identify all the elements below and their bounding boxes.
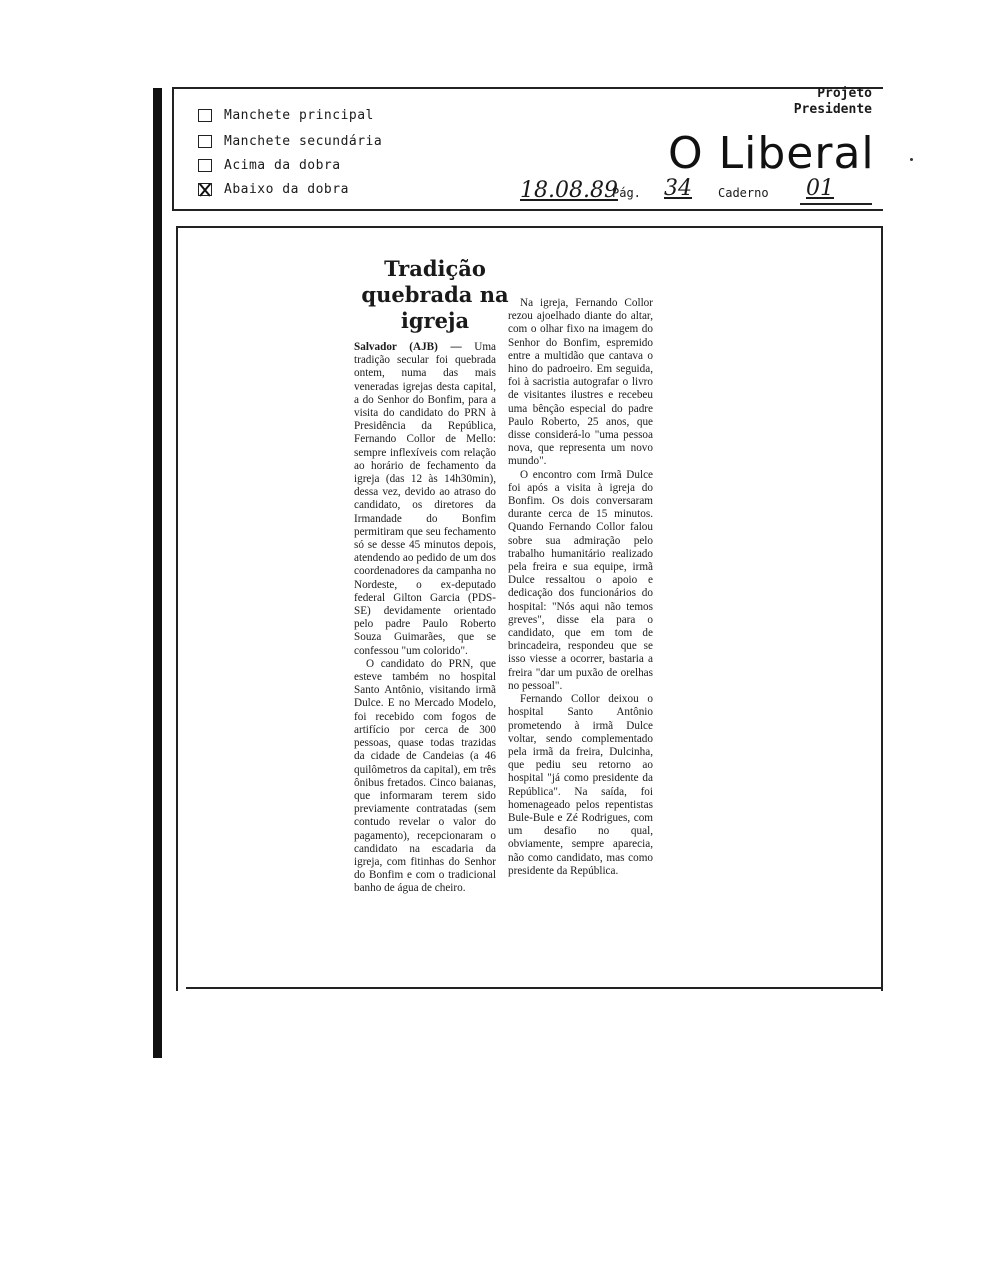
paragraph	[354, 341, 496, 658]
frame-top	[178, 226, 883, 228]
paragraph: O candidato do PRN, que esteve também no hospital Santo Antônio, visitando irmã Dulce. E no Mercado Modelo, foi recebido com fogos de artifício por cerca de 300 pessoas, quase todas trazidas da cidade de Candeias (a 46 quilômetros da capital), em três ônibus fretados. Cinco baianas, que informaram terem sido previamente contratadas (sem contudo revelar o valor do pagamento), recepcionaram o candidato na escadaria da igreja, com fitinhas do Senhor do Bonfim e com o tradicional banho de água de cheiro.	[354, 657, 496, 895]
page-label: Pág.	[612, 186, 641, 200]
article-headline: Tradição quebrada na igreja	[361, 256, 509, 333]
project-label-line2: Presidente	[793, 102, 872, 117]
caderno-underline	[800, 203, 872, 205]
page-number: 34	[664, 176, 692, 201]
date-value: 18.08.89	[520, 178, 618, 203]
checkbox-icon[interactable]	[198, 135, 212, 148]
project-label	[772, 86, 872, 118]
option-label: Acima da dobra	[224, 158, 341, 173]
scan-dot	[910, 158, 913, 161]
option-abaixo-da-dobra[interactable]	[198, 182, 349, 197]
caderno-number-field	[806, 176, 834, 201]
article-column-2	[508, 297, 653, 878]
checked-checkbox-icon[interactable]	[198, 183, 212, 196]
scan-edge	[153, 88, 162, 1058]
checkbox-icon[interactable]	[198, 159, 212, 172]
article-column-1	[354, 341, 496, 896]
project-label-line1: Projeto	[817, 86, 872, 101]
option-label: Manchete secundária	[224, 134, 383, 149]
option-acima-da-dobra[interactable]	[198, 158, 341, 173]
frame-bottom	[186, 987, 883, 989]
option-manchete-secundaria[interactable]	[198, 134, 382, 149]
option-manchete-principal[interactable]	[198, 108, 374, 123]
page-number-field	[664, 176, 692, 201]
option-label: Abaixo da dobra	[224, 182, 349, 197]
checkbox-icon[interactable]	[198, 109, 212, 122]
paragraph: O encontro com Irmã Dulce foi após a visita à igreja do Bonfim. Os dois conversaram durante cerca de 15 minutos. Quando Fernando Collor falou sobre sua admiração pelo trabalho humanitário realizado pela freira e sua equipe, irmã Dulce ressaltou o apoio e dedicação dos funcionários do hospital: "Nós aqui não temos greves", disse ela para o candidato, que em tom de brincadeira, respondeu que se isso viesse a ocorrer, bastaria a freira "dar um puxão de orelhas no pessoal".	[508, 468, 653, 692]
caderno-label: Caderno	[718, 186, 769, 200]
dateline: Salvador (AJB) —	[354, 341, 462, 353]
frame-left	[176, 226, 178, 991]
frame-right	[881, 226, 883, 991]
paragraph-text: Uma tradição secular foi quebrada ontem, numa das mais veneradas igrejas desta capital, a do Senhor do Bonfim, para a visita do candidato do PRN à Presidência da República, Fernando Collor de Mello: sempre inflexíveis com relação ao horário de fechamento da igreja (das 12 às 14h30min), dessa vez, devido ao atraso do candidato, os diretores da Irmandade do Bonfim permitiram que seu fechamento só se desse 45 minutos depois, atendendo ao pedido de um dos coordenadores da campanha no Nordeste, o ex-deputado federal Gilton Garcia (PDS-SE) devidamente orientado pelo padre Paulo Roberto Souza Guimarães, que se confessou "um colorido".	[354, 341, 496, 657]
paragraph: Na igreja, Fernando Collor rezou ajoelhado diante do altar, com o olhar fixo na imagem do Senhor do Bonfim, espremido entre a multidão que cantava o hino do padroeiro. Em seguida, foi à sacristia autografar o livro de visitantes ilustres e recebeu uma bênção especial do padre Paulo Roberto, 25 anos, que disse considerá-lo "uma pessoa nova, que representa um novo mundo".	[508, 297, 653, 468]
option-label: Manchete principal	[224, 108, 374, 123]
paragraph: Fernando Collor deixou o hospital Santo Antônio prometendo à irmã Dulce voltar, sendo complementado pela irmã da freira, Dulcinha, que pediu seu retorno ao hospital "já como presidente da República". Na saída, foi homenageado pelos repentistas Bule-Bule e Zé Rodrigues, com um desafio no qual, obviamente, sempre aparecia, não como candidato, mas como presidente da República.	[508, 693, 653, 877]
date-field	[520, 178, 618, 203]
newspaper-logo: O Liberal	[668, 128, 875, 179]
caderno-number: 01	[806, 176, 834, 201]
